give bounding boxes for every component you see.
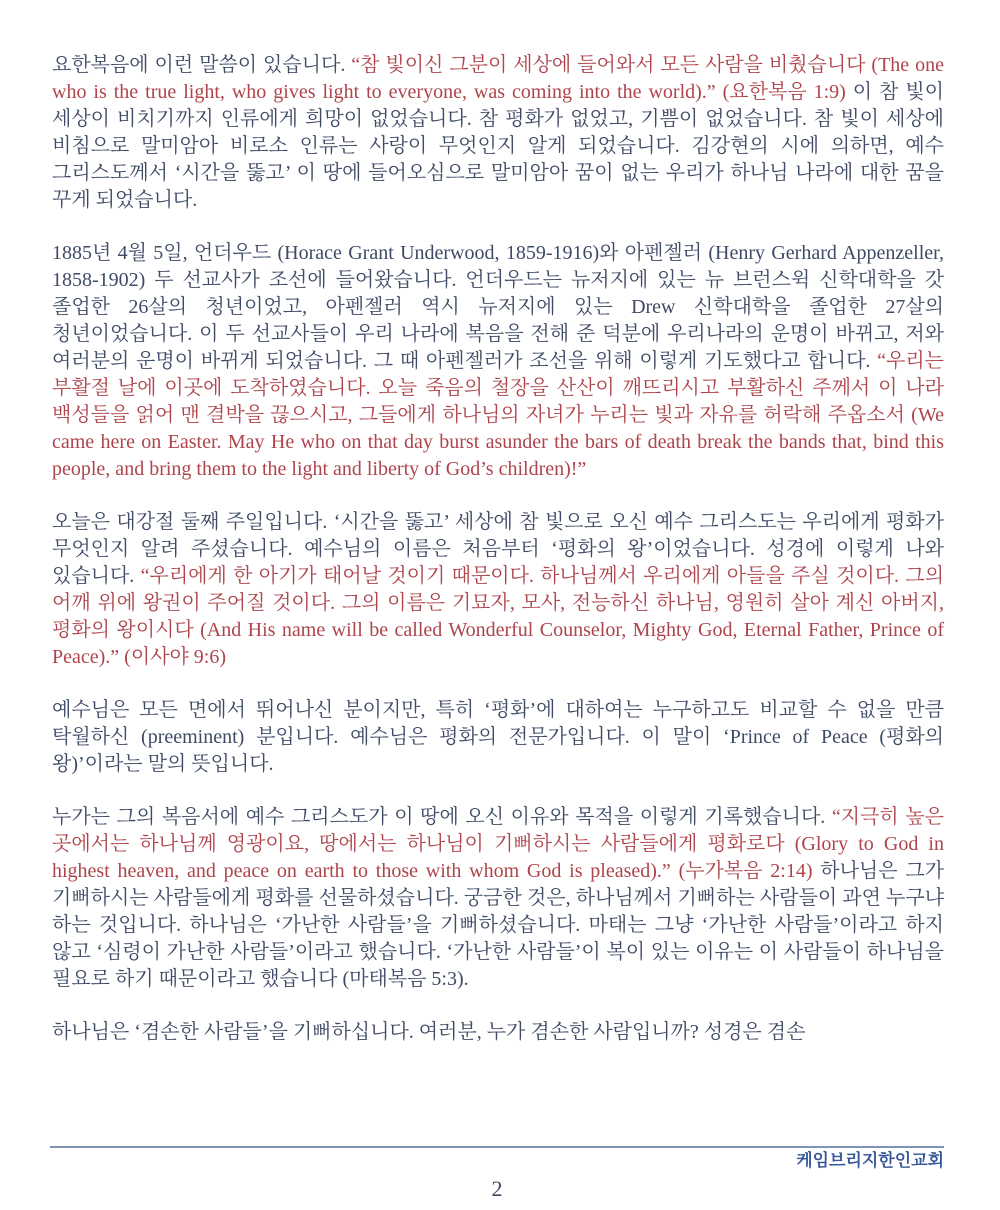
paragraph — [52, 697, 944, 778]
text-run-body: 하나님은 ‘겸손한 사람들’을 기뻐하십니다. 여러분, 누가 겸손한 사람입니까? 성경은 겸손 — [52, 1021, 806, 1043]
page-footer — [50, 1146, 944, 1202]
footer-divider — [50, 1146, 944, 1148]
footer-org-name: 케임브리지한인교회 — [796, 1151, 944, 1170]
text-run-body: 예수님은 모든 면에서 뛰어나신 분이지만, 특히 ‘평화’에 대하여는 누구하고도 비교할 수 없을 만큼 탁월하신 (preeminent) 분입니다. 예수님은 평화의 전문가입니다. 이 말이 ‘Prince of Peace (평화의 왕)’이라는 말의 뜻입니다. — [52, 699, 944, 775]
text-run-body: 이 참 빛이 세상이 비치기까지 인류에게 희망이 없었습니다. 참 평화가 없었고, 기쁨이 없었습니다. 참 빛이 세상에 비침으로 말미암아 비로소 인류는 사랑이 무엇인지 알게 되었습니다. 김강현의 시에 의하면, 예수 그리스도께서 ‘시간을 뚫고’ 이 땅에 들어오심으로 말미암아 꿈이 없는 우리가 하나님 나라에 대한 꿈을 꾸게 되었습니다. — [52, 81, 944, 211]
text-run-quote: “우리에게 한 아기가 태어날 것이기 때문이다. 하나님께서 우리에게 아들을 주실 것이다. 그의 어깨 위에 왕권이 주어질 것이다. 그의 이름은 기묘자, 모사, 전능하신 하나님, 영원히 살아 계신 아버지, 평화의 왕이시다 (And His name will be called Wonderful Counselor, Mighty God, Eternal Father, Prince of Peace).” (이사야 9:6) — [52, 565, 945, 668]
paragraph — [52, 804, 944, 993]
text-run-body: 하나님은 그가 기뻐하시는 사람들에게 평화를 선물하셨습니다. 궁금한 것은, 하나님께서 기뻐하는 사람들이 과연 누구냐 하는 것입니다. 하나님은 ‘가난한 사람들’을 기뻐하셨습니다. 마태는 그냥 ‘가난한 사람들’이라고 하지 않고 ‘심령이 가난한 사람들’이라고 했습니다. ‘가난한 사람들’이 복이 있는 이유는 이 사람들이 하나님을 필요로 하기 때문이라고 했습니다 (마태복음 5:3). — [52, 860, 944, 990]
paragraph — [52, 52, 944, 214]
text-run-body: 요한복음에 이런 말씀이 있습니다. — [52, 54, 352, 76]
text-run-body: 누가는 그의 복음서에 예수 그리스도가 이 땅에 오신 이유와 목적을 이렇게 기록했습니다. — [52, 806, 832, 828]
paragraph — [52, 240, 944, 483]
paragraph — [52, 1019, 944, 1046]
text-run-body: 1885년 4월 5일, 언더우드 (Horace Grant Underwood, 1859-1916)와 아펜젤러 (Henry Gerhard Appenzeller, 1858-1902) 두 선교사가 조선에 들어왔습니다. 언더우드는 뉴저지에 있는 뉴 브런스윅 신학대학을 갓 졸업한 26살의 청년이었고, 아펜젤러 역시 뉴저지에 있는 Drew 신학대학을 졸업한 27살의 청년이었습니다. 이 두 선교사들이 우리 나라에 복음을 전해 준 덕분에 우리나라의 운명이 바뀌고, 저와 여러분의 운명이 바뀌게 되었습니다. 그 때 아펜젤러가 조선을 위해 이렇게 기도했다고 합니다. — [52, 242, 944, 372]
text-run-quote: “지극히 높은 곳에서는 하나님께 영광이요, 땅에서는 하나님이 기뻐하시는 사람들에게 평화로다 (Glory to God in highest heaven, and peace on earth to those with whom God is pleased).” (누가복음 2:14) — [52, 806, 944, 882]
page-number: 2 — [491, 1176, 503, 1201]
text-run-body: 오늘은 대강절 둘째 주일입니다. ‘시간을 뚫고’ 세상에 참 빛으로 오신 예수 그리스도는 우리에게 평화가 무엇인지 알려 주셨습니다. 예수님의 이름은 처음부터 ‘평화의 왕’이었습니다. 성경에 이렇게 나와 있습니다. — [52, 511, 944, 587]
text-run-quote: “우리는 부활절 날에 이곳에 도착하였습니다. 오늘 죽음의 철장을 산산이 깨뜨리시고 부활하신 주께서 이 나라 백성들을 얽어 맨 결박을 끊으시고, 그들에게 하나님의 자녀가 누리는 빛과 자유를 허락해 주옵소서 (We came here on Easter. May He who on that day burst asunder the bars of death break the bands that, bind this people, and bring them to the light and liberty of God’s children)!” — [52, 350, 944, 480]
document-body — [52, 52, 944, 1046]
paragraph — [52, 509, 944, 671]
text-run-quote: “참 빛이신 그분이 세상에 들어와서 모든 사람을 비췄습니다 (The one who is the true light, who gives light to everyone, was coming into the world).” (요한복음 1:9) — [52, 54, 945, 103]
